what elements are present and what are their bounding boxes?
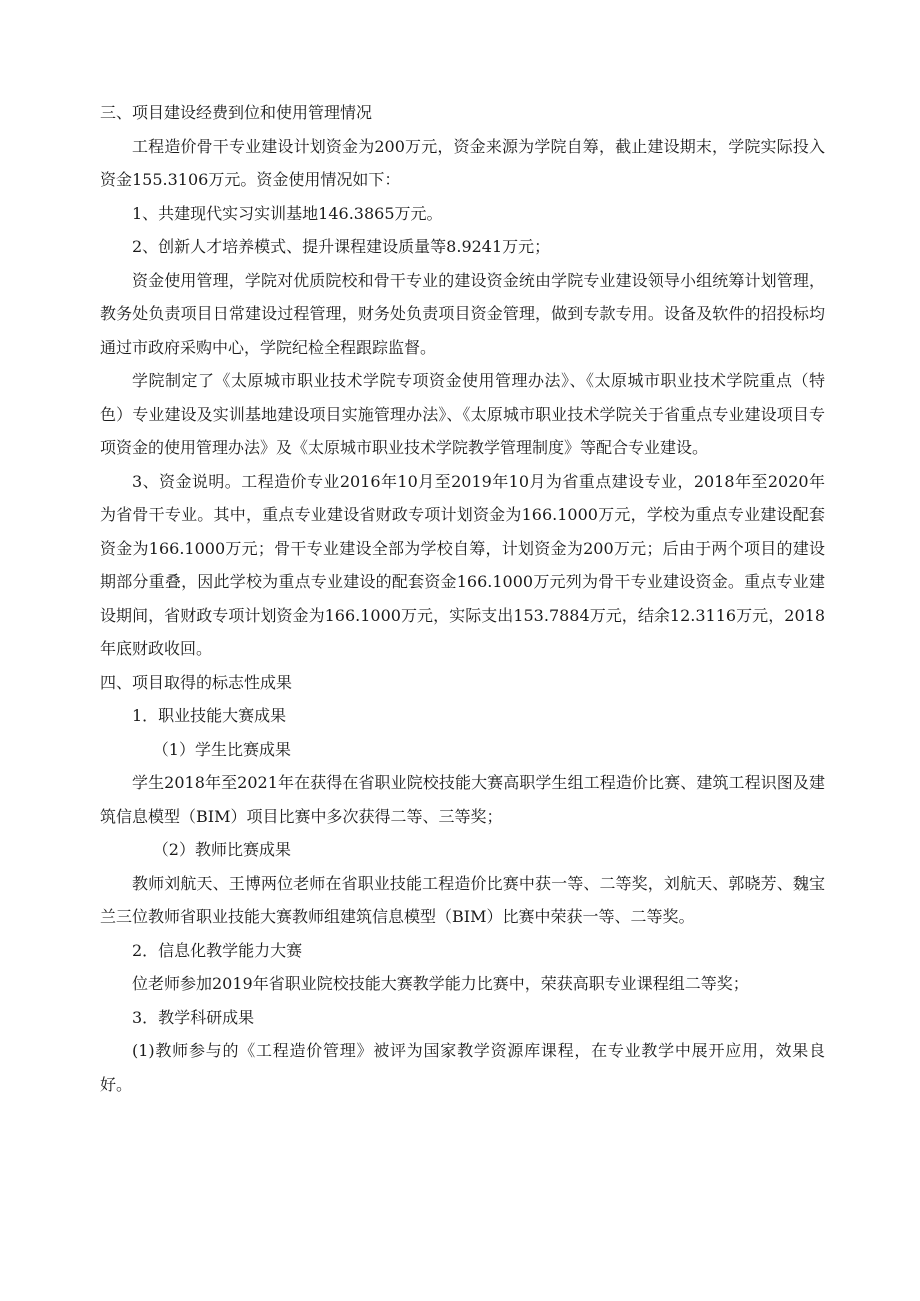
subheading-teacher-results: （2）教师比赛成果 (152, 840, 291, 859)
paragraph-research-results: (1)教师参与的《工程造价管理》被评为国家教学资源库课程，在专业教学中展开应用，效果良好。 (100, 1041, 825, 1094)
subheading-skills-competition: 1．职业技能大赛成果 (132, 706, 287, 725)
paragraph-fund-management: 资金使用管理，学院对优质院校和骨干专业的建设资金统由学院专业建设领导小组统筹计划管理，教务处负责项目日常建设过程管理，财务处负责项目资金管理，做到专款专用。设备及软件的招投标均通过市政府采购中心，学院纪检全程跟踪监督。 (100, 270, 825, 357)
paragraph-item-1: 1、共建现代实习实训基地146.3865万元。 (132, 203, 443, 223)
paragraph-fund-explanation: 3、资金说明。工程造价专业2016年10月至2019年10月为省重点建设专业，2018年至2020年为省骨干专业。其中，重点专业建设省财政专项计划资金为166.1000万元，学校为重点专业建设配套资金为166.1000万元；骨干专业建设全部为学校自筹，计划资金为200万元；后由于两个项目的建设期部分重叠，因此学校为重点专业建设的配套资金166.1000万元列为骨干专业建设资金。重点专业建设期间，省财政专项计划资金为166.1000万元，实际支出153.7884万元，结余12.3116万元，2018年底财政收回。 (100, 471, 825, 658)
subheading-research-results: 3．教学科研成果 (132, 1007, 255, 1027)
paragraph-teacher-results: 教师刘航天、王博两位老师在省职业技能工程造价比赛中获一等、二等奖，刘航天、郭晓芳、魏宝兰三位教师省职业技能大赛教师组建筑信息模型（BIM）比赛中荣获一等、二等奖。 (100, 873, 825, 926)
paragraph-item-2: 2、创新人才培养模式、提升课程建设质量等8.9241万元； (132, 237, 551, 256)
document-page (100, 96, 825, 1101)
paragraph-student-results: 学生2018年至2021年在获得在省职业院校技能大赛高职学生组工程造价比赛、建筑工程识图及建筑信息模型（BIM）项目比赛中多次获得二等、三等奖； (100, 773, 825, 826)
subheading-it-teaching-competition: 2．信息化教学能力大赛 (132, 940, 303, 960)
section-4-heading: 四、项目取得的标志性成果 (100, 672, 293, 692)
section-3-heading: 三、项目建设经费到位和使用管理情况 (100, 103, 373, 122)
paragraph-regulations: 学院制定了《太原城市职业技术学院专项资金使用管理办法》、《太原城市职业技术学院重点（特色）专业建设及实训基地建设项目实施管理办法》、《太原城市职业技术学院关于省重点专业建设项目专项资金的使用管理办法》及《太原城市职业技术学院教学管理制度》等配合专业建设。 (100, 371, 825, 457)
paragraph-funding-overview: 工程造价骨干专业建设计划资金为200万元，资金来源为学院自筹，截止建设期末，学院实际投入资金155.3106万元。资金使用情况如下： (100, 136, 825, 189)
subheading-student-results: （1）学生比赛成果 (152, 739, 291, 759)
paragraph-it-teaching-results: 位老师参加2019年省职业院校技能大赛教学能力比赛中，荣获高职专业课程组二等奖； (132, 974, 749, 993)
